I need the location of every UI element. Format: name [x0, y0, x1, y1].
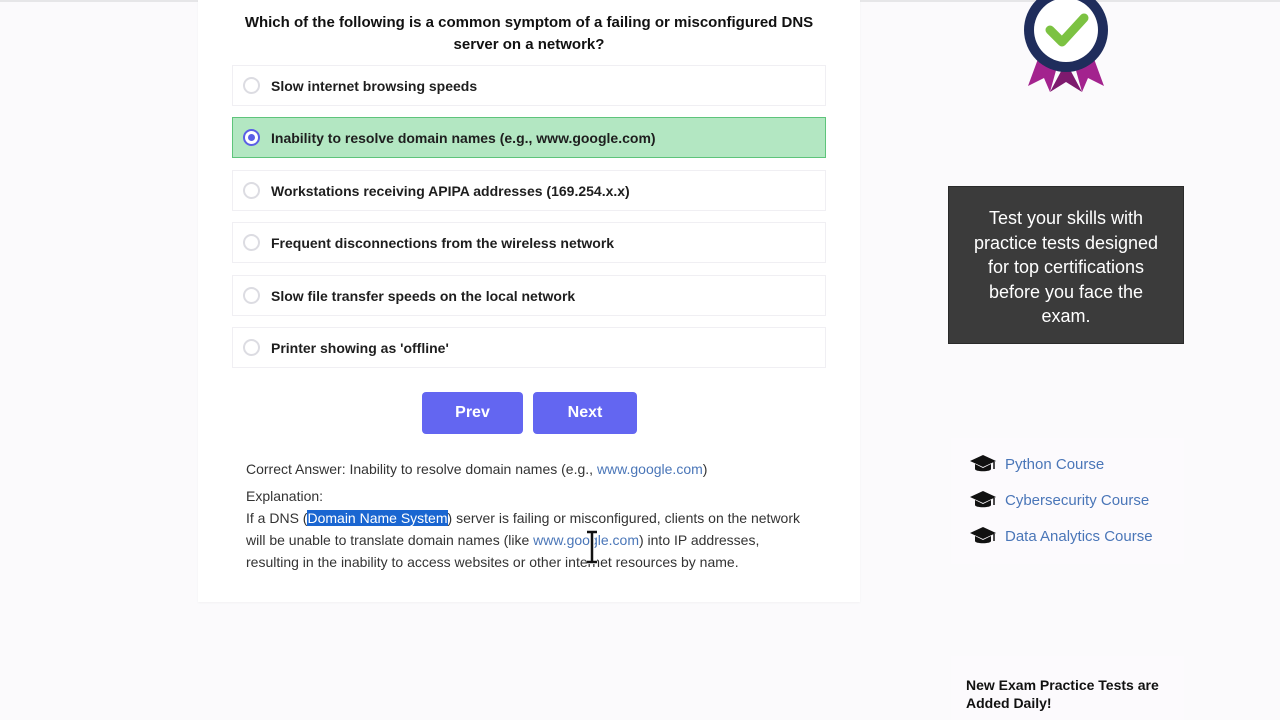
graduation-cap-icon — [969, 490, 997, 510]
answer-option[interactable] — [232, 170, 826, 211]
explanation-link[interactable]: www.google.com — [533, 532, 639, 548]
course-label: Python Course — [1005, 455, 1105, 473]
course-link-data-analytics[interactable] — [969, 526, 1153, 546]
correct-answer-suffix: ) — [702, 461, 708, 477]
radio-button[interactable] — [243, 234, 260, 251]
news-box — [951, 656, 1184, 720]
selected-text-highlight[interactable]: Domain Name System — [307, 510, 448, 526]
option-label: Frequent disconnections from the wireless network — [271, 234, 615, 251]
explanation-text: If a DNS ( — [246, 510, 308, 526]
explanation-body — [246, 507, 806, 573]
graduation-cap-icon — [969, 454, 997, 474]
radio-button[interactable] — [243, 339, 260, 356]
option-label: Workstations receiving APIPA addresses (169.254.x.x) — [271, 182, 630, 199]
correct-answer-text: Correct Answer: Inability to resolve domain names (e.g., — [246, 461, 597, 477]
answer-option[interactable] — [232, 65, 826, 106]
correct-answer-link[interactable]: www.google.com — [596, 461, 703, 477]
answer-option[interactable] — [232, 222, 826, 263]
answer-explanation — [246, 458, 806, 573]
answer-option[interactable] — [232, 327, 826, 368]
course-link-cybersecurity[interactable] — [969, 490, 1149, 510]
course-label: Cybersecurity Course — [1005, 491, 1150, 509]
text-cursor-icon — [584, 530, 600, 564]
option-label: Slow file transfer speeds on the local network — [271, 287, 576, 304]
course-link-python[interactable] — [969, 454, 1104, 474]
radio-button[interactable] — [243, 77, 260, 94]
certification-badge-icon — [1020, 0, 1112, 94]
course-links — [951, 438, 1184, 564]
explanation-text: ) into IP addresses, resulting in the inability to access websites or other internet resources by name. — [246, 532, 760, 570]
correct-answer-line — [246, 458, 806, 480]
explanation-label: Explanation: — [246, 488, 324, 504]
answer-option-selected[interactable] — [232, 117, 826, 158]
prev-button[interactable]: Prev — [422, 392, 523, 434]
next-button[interactable]: Next — [533, 392, 637, 434]
promo-box[interactable] — [948, 186, 1184, 344]
news-text: New Exam Practice Tests are Added Daily! — [966, 677, 1159, 711]
option-label: Slow internet browsing speeds — [271, 77, 478, 94]
promo-text: Test your skills with practice tests designed for top certifications before you face the exam. — [973, 208, 1159, 326]
question-text: Which of the following is a common symptom of a failing or misconfigured DNS server on a network? — [244, 14, 814, 53]
explanation-text: ) server is failing or misconfigured, clients on the network will be unable to translate domain names (like — [246, 510, 800, 548]
radio-button[interactable] — [243, 182, 260, 199]
radio-button[interactable] — [243, 287, 260, 304]
answer-option[interactable] — [232, 275, 826, 316]
radio-button-checked[interactable] — [243, 129, 260, 146]
option-label: Printer showing as 'offline' — [271, 339, 449, 356]
option-label: Inability to resolve domain names (e.g., www.google.com) — [271, 129, 656, 146]
graduation-cap-icon — [969, 526, 997, 546]
course-label: Data Analytics Course — [1005, 527, 1153, 545]
